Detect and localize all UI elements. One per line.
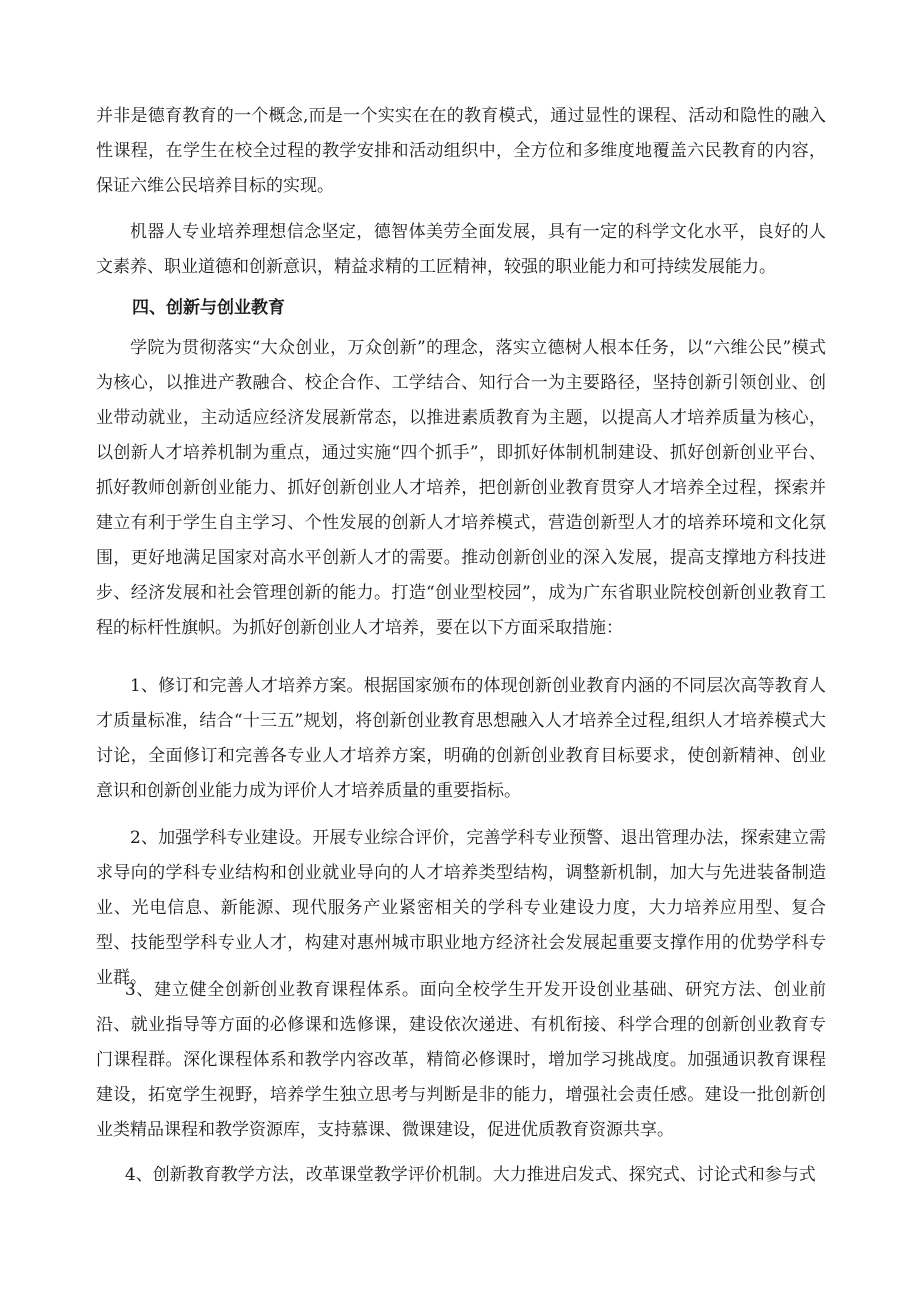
paragraph-innovation-overview: 学院为贯彻落实“大众创业，万众创新”的理念，落实立德树人根本任务，以“六维公民”模式为核心，以推进产教融合、校企合作、工学结合、知行合一为主要路径，坚持创新引领创业、创业带动就业，主动适应经济发展新常态，以推进素质教育为主题，以提高人才培养质量为核心，以创新人才培养机制为重点，通过实施“四个抓手”，即抓好体制机制建设、抓好创新创业平台、抓好教师创新创业能力、抓好创新创业人才培养，把创新创业教育贯穿人才培养全过程，探索并建立有利于学生自主学习、个性发展的创新人才培养模式，营造创新型人才的培养环境和文化氛围，更好地满足国家对高水平创新人才的需要。推动创新创业的深入发展，提高支撑地方科技进步、经济发展和社会管理创新的能力。打造“创业型校园”，成为广东省职业院校创新创业教育工程的标杆性旗帜。为抓好创新创业人才培养，要在以下方面采取措施： [96, 338, 826, 638]
list-item-4-teaching-methods: 4、创新教育教学方法，改革课堂教学评价机制。大力推进启发式、探究式、讨论式和参与式 [124, 1165, 816, 1185]
list-item-1-training-plan: 1、修订和完善人才培养方案。根据国家颁布的体现创新创业教育内涵的不同层次高等教育人才质量标准，结合“十三五”规划，将创新创业教育思想融入人才培养全过程,组织人才培养模式大讨论，全面修订和完善各专业人才培养方案，明确的创新创业教育目标要求，使创新精神、创业意识和创新创业能力成为评价人才培养质量的重要指标。 [96, 676, 826, 801]
paragraph-intro-continued: 并非是德育教育的一个概念,而是一个实实在在的教育模式，通过显性的课程、活动和隐性的融入性课程，在学生在校全过程的教学安排和活动组织中，全方位和多维度地覆盖六民教育的内容，保证六维公民培养目标的实现。 [96, 106, 826, 196]
section-heading-innovation: 四、创新与创业教育 [132, 298, 285, 318]
paragraph-robotics-goal: 机器人专业培养理想信念坚定，德智体美劳全面发展，具有一定的科学文化水平，良好的人文素养、职业道德和创新意识，精益求精的工匠精神，较强的职业能力和可持续发展能力。 [96, 222, 826, 277]
list-item-2-discipline-building: 2、加强学科专业建设。开展专业综合评价，完善学科专业预警、退出管理办法，探索建立需求导向的学科专业结构和创业就业导向的人才培养类型结构，调整新机制，加大与先进装备制造业、光电信息、新能源、现代服务产业紧密相关的学科专业建设力度，大力培养应用型、复合型、技能型学科专业人才，构建对惠州城市职业地方经济社会发展起重要支撑作用的优势学科专业群。 [96, 828, 826, 988]
list-item-3-course-system: 3、建立健全创新创业教育课程体系。面向全校学生开发开设创业基础、研究方法、创业前沿、就业指导等方面的必修课和选修课，建设依次递进、有机衔接、科学合理的创新创业教育专门课程群。深化课程体系和教学内容改革，精简必修课时，增加学习挑战度。加强通识教育课程建设，拓宽学生视野，培养学生独立思考与判断是非的能力，增强社会责任感。建设一批创新创业类精品课程和教学资源库，支持慕课、微课建设，促进优质教育资源共享。 [96, 980, 826, 1140]
